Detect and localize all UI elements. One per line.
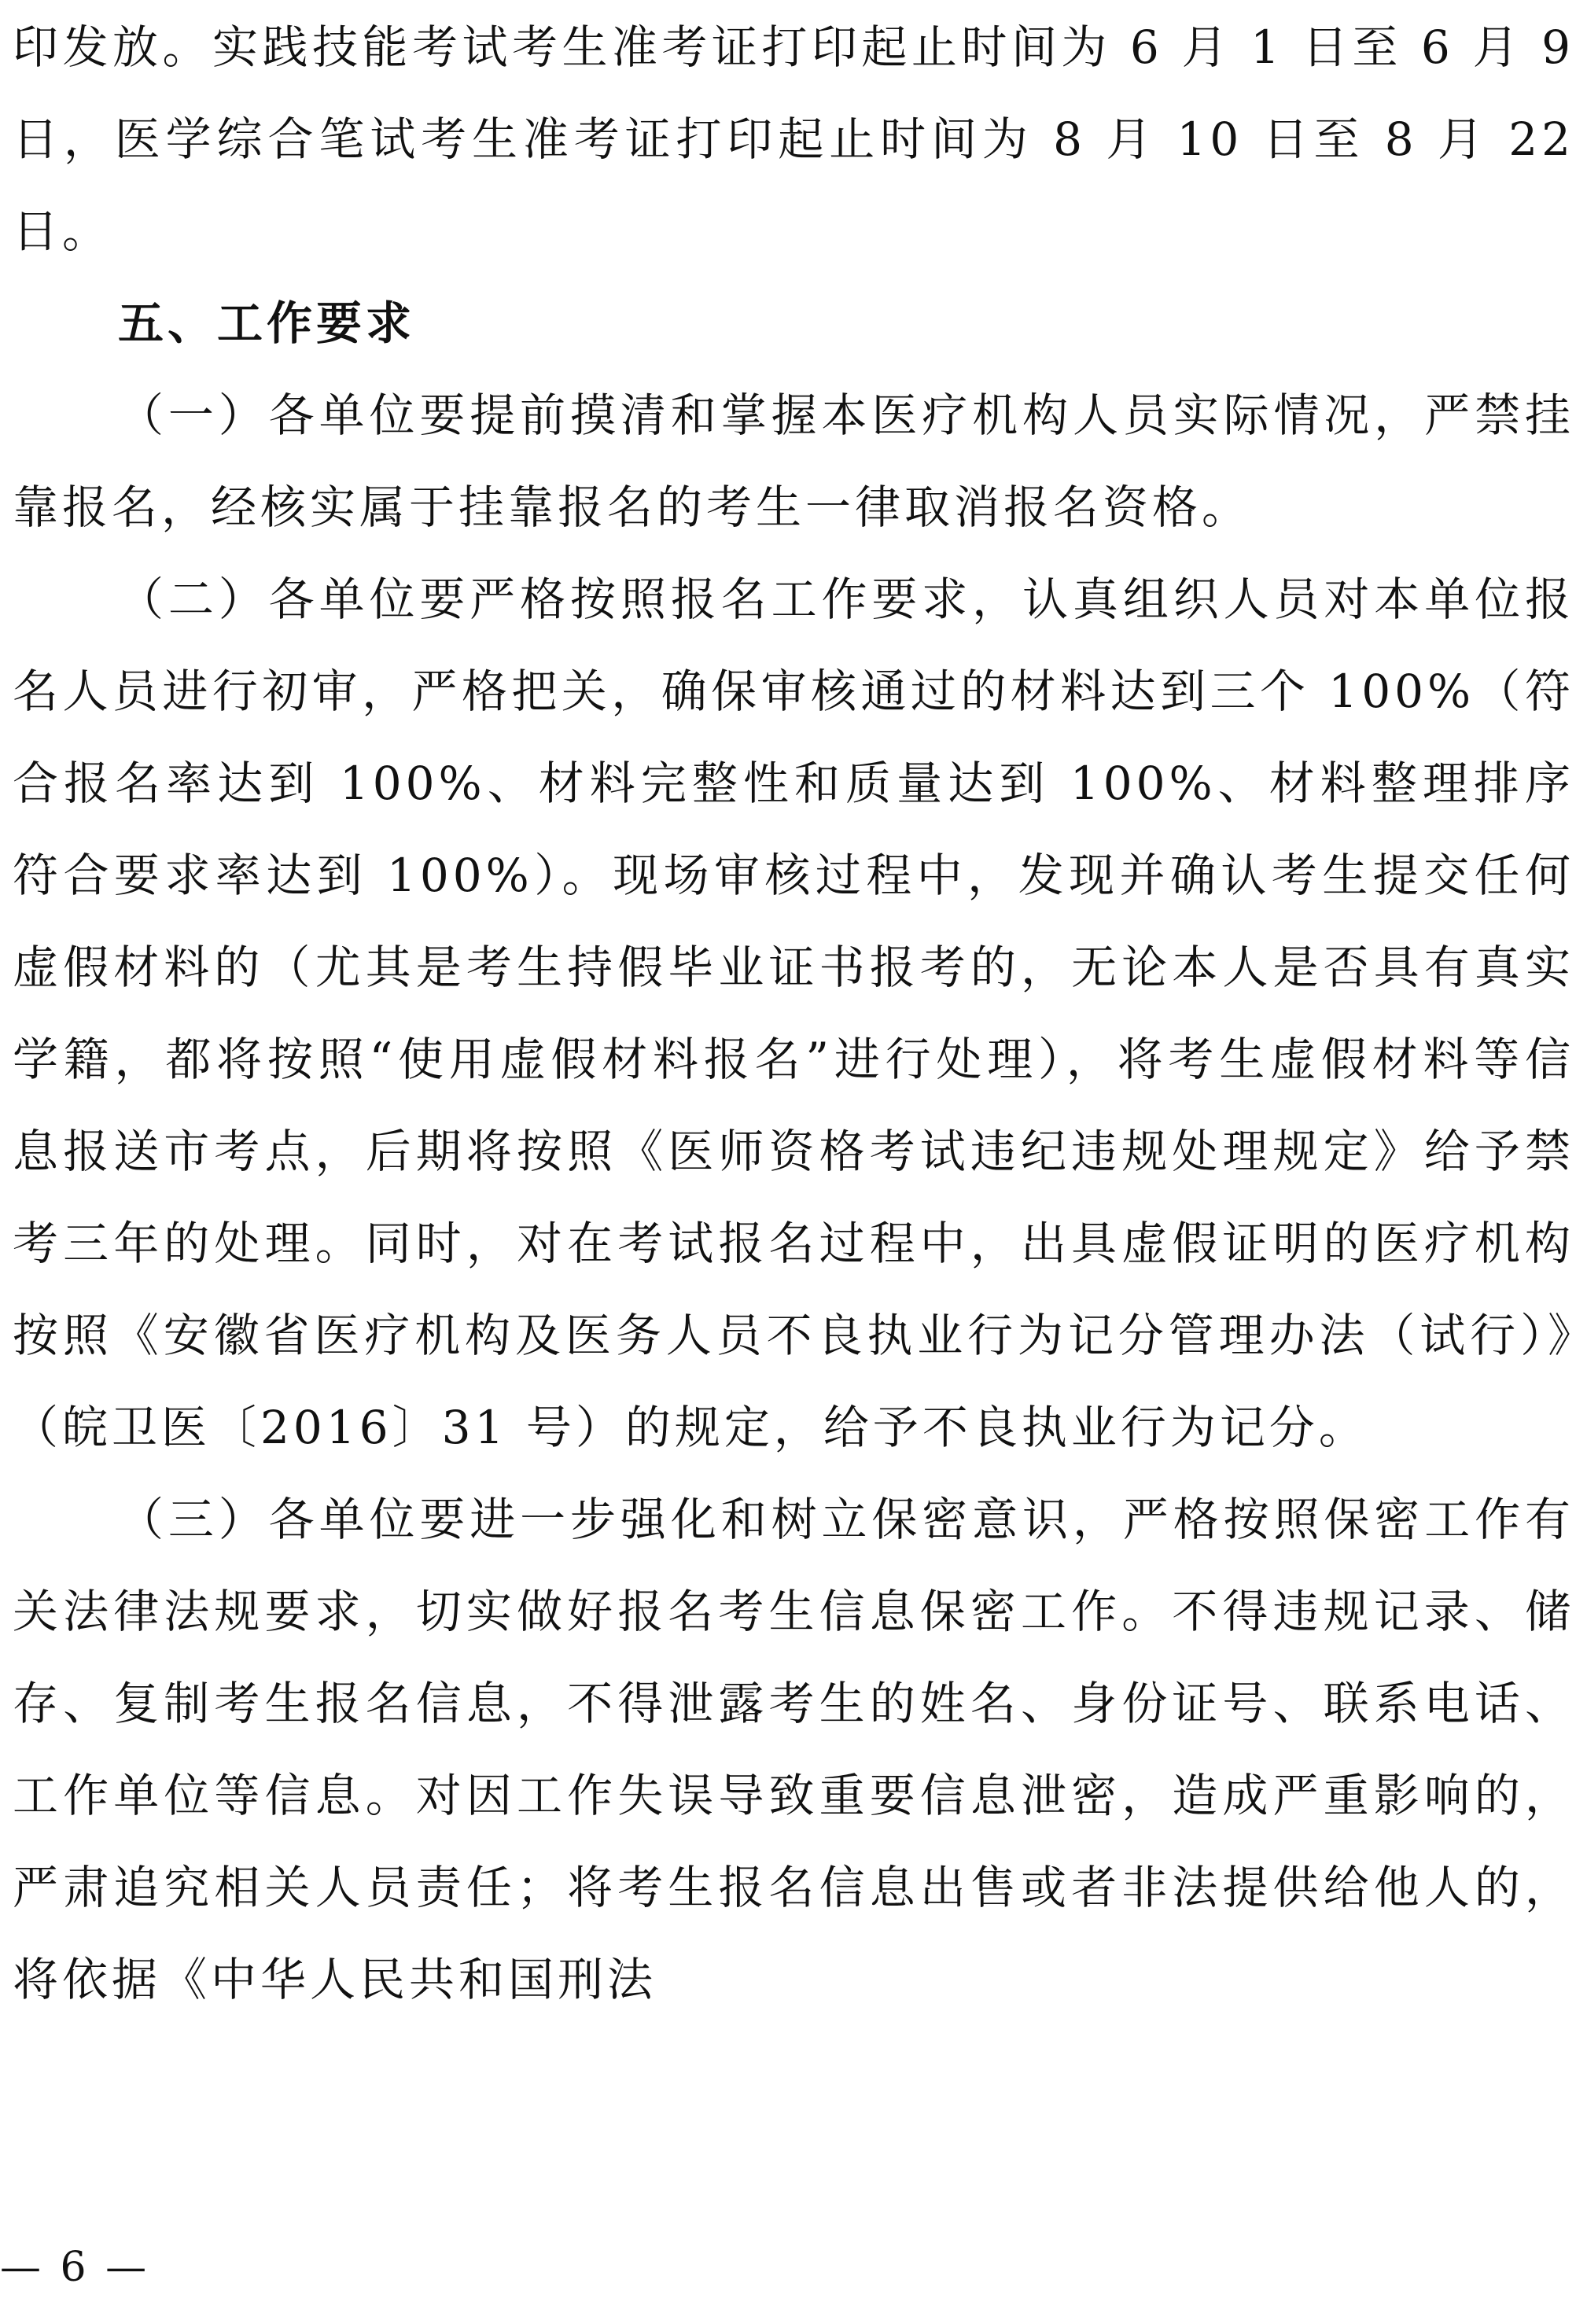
- paragraph-requirement-2: （二）各单位要严格按照报名工作要求，认真组织人员对本单位报名人员进行初审，严格把关，确保审核通过的材料达到三个 100%（符合报名率达到 100%、材料完整性和质量达到 100%、材料整理排序符合要求率达到 100%）。现场审核过程中，发现并确认考生提交任何虚假材料的（尤其是考生持假毕业证书报考的，无论本人是否具有真实学籍，都将按照“使用虚假材料报名”进行处理），将考生虚假材料等信息报送市考点，后期将按照《医师资格考试违纪违规处理规定》给予禁考三年的处理。同时，对在考试报名过程中，出具虚假证明的医疗机构按照《安徽省医疗机构及医务人员不良执业行为记分管理办法（试行）》（皖卫医〔2016〕31 号）的规定，给予不良执业行为记分。: [13, 573, 1574, 1454]
- paragraph-requirement-1: （一）各单位要提前摸清和掌握本医疗机构人员实际情况，严禁挂靠报名，经核实属于挂靠报名的考生一律取消报名资格。: [13, 389, 1574, 534]
- paragraph-admission-ticket-dates: 印发放。实践技能考试考生准考证打印起止时间为 6 月 1 日至 6 月 9 日，医学综合笔试考生准考证打印起止时间为 8 月 10 日至 8 月 22 日。: [13, 20, 1574, 258]
- section-heading-work-requirements: 五、工作要求: [118, 296, 416, 350]
- page-number: — 6 —: [0, 2244, 150, 2291]
- paragraph-requirement-3: （三）各单位要进一步强化和树立保密意识，严格按照保密工作有关法律法规要求，切实做好报名考生信息保密工作。不得违规记录、储存、复制考生报名信息，不得泄露考生的姓名、身份证号、联系电话、工作单位等信息。对因工作失误导致重要信息泄密，造成严重影响的，严肃追究相关人员责任；将考生报名信息出售或者非法提供给他人的，将依据《中华人民共和国刑法: [13, 1493, 1574, 2006]
